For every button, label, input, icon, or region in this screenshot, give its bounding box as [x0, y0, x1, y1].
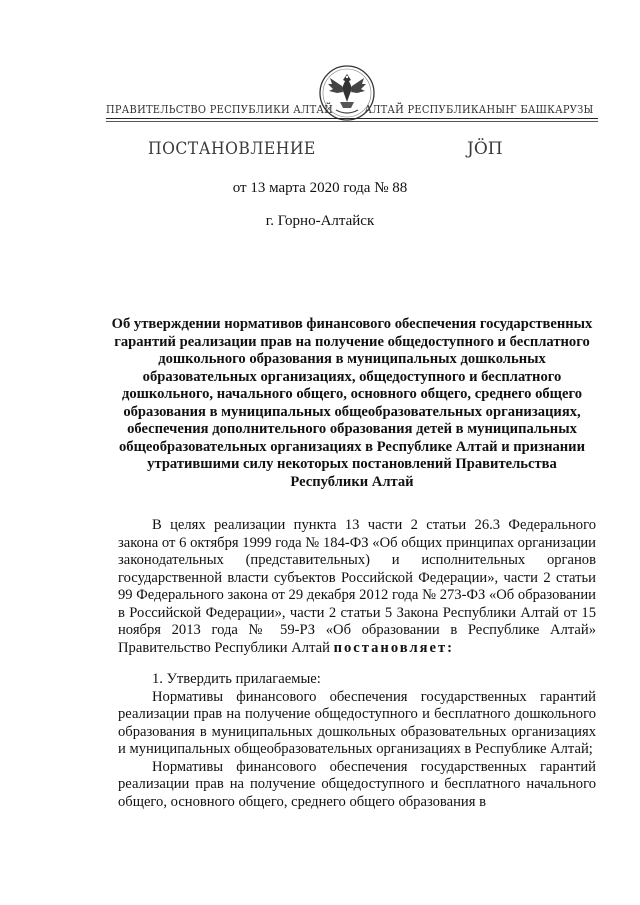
header-rule-thick	[106, 118, 598, 119]
document-kind-russian: ПОСТАНОВЛЕНИЕ	[148, 139, 316, 159]
norm-paragraph-1: Нормативы финансового обеспечения государственных гарантий реализации прав на получение общедоступного и бесплатного дошкольного образования в муниципальных дошкольных образовательных организациях и муниципальных общеобразовательных организациях в Республике Алтай;	[118, 688, 596, 757]
decree-word: постановляет:	[333, 639, 455, 656]
header-rule-thin	[106, 121, 598, 122]
document-body	[118, 517, 596, 811]
preamble-paragraph	[118, 517, 596, 657]
government-name-altai: АЛТАЙ РЕСПУБЛИКАНЫҤ БАШКАРУЗЫ	[364, 102, 594, 116]
document-date-number: от 13 марта 2020 года № 88	[232, 180, 408, 196]
item-1: 1. Утвердить прилагаемые:	[152, 671, 321, 687]
government-name-russian: ПРАВИТЕЛЬСТВО РЕСПУБЛИКИ АЛТАЙ	[106, 102, 334, 116]
document-city: г. Горно-Алтайск	[265, 213, 375, 229]
header-row	[106, 100, 594, 120]
document-kind-altai: ЈӦП	[467, 139, 503, 159]
preamble-text: В целях реализации пункта 13 части 2 статьи 26.3 Федерального закона от 6 октября 1999 года № 184-ФЗ «Об общих принципах организации законодательных (представительных) и исполнительных органов государственной власти субъектов Российской Федерации», части 2 статьи 99 Федерального закона от 29 декабря 2012 года № 273-ФЗ «Об образовании в Российской Федерации», части 2 статьи 5 Закона Республики Алтай от 15 ноября 2013 года № 59-РЗ «Об образовании в Республике Алтай» Правительство Республики Алтай	[118, 517, 596, 656]
norm-paragraph-2: Нормативы финансового обеспечения государственных гарантий реализации прав на получение общедоступного и бесплатного начального общего, основного общего, среднего общего образования в	[118, 758, 596, 810]
document-title: Об утверждении нормативов финансового обеспечения государственных гарантий реализации прав на получение общедоступного и бесплатного дошкольного образования в муниципальных дошкольных образовательных организациях, общедоступного и бесплатного дошкольного, начального общего, основного общего, среднего общего образования в муниципальных общеобразовательных организациях, обеспечения дополнительного образования детей в муниципальных общеобразовательных организациях в Республике Алтай и признании утратившими силу некоторых постановлений Правительства Республики Алтай	[111, 316, 593, 490]
